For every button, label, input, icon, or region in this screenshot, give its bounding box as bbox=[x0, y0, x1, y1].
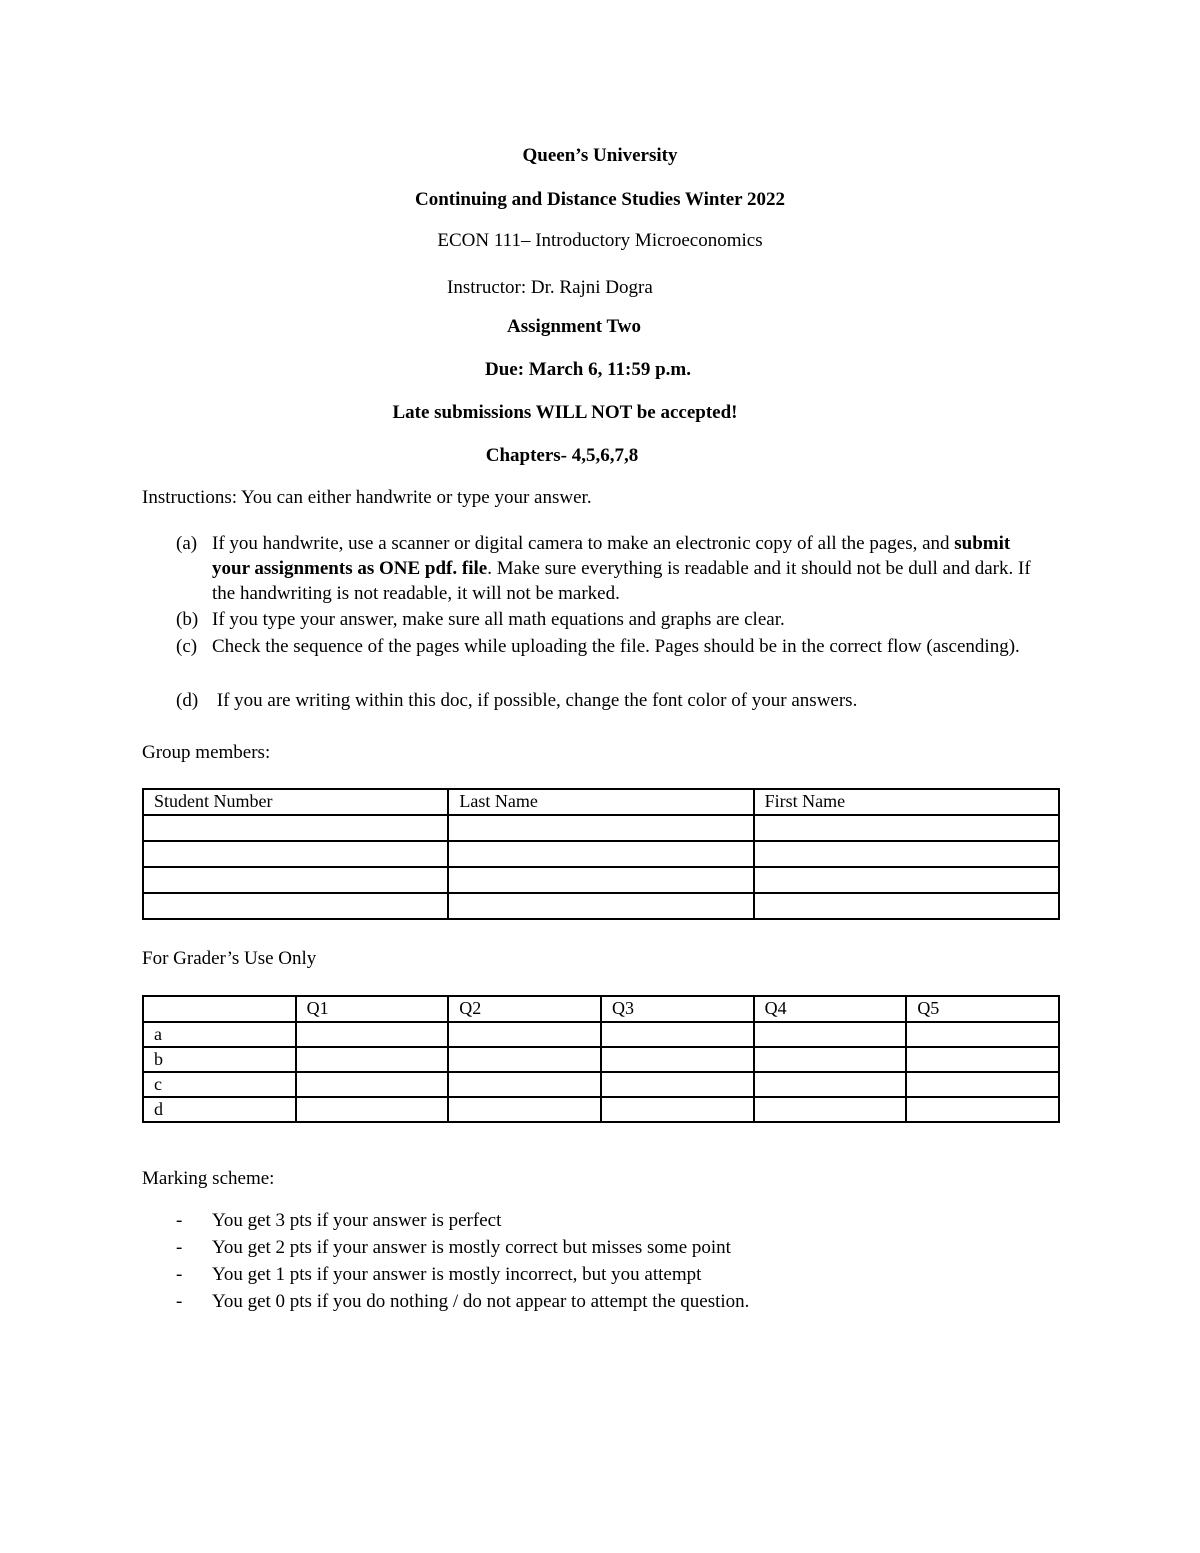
score-cell[interactable] bbox=[754, 1097, 907, 1122]
list-item-text: You get 3 pts if your answer is perfect bbox=[212, 1210, 502, 1231]
instruction-text-part: . Make sure everything is readable and it should not be dull and dark. If the handwriting is not readable, it will not be marked. bbox=[212, 558, 1031, 604]
score-cell[interactable] bbox=[448, 1072, 601, 1097]
late-notice: Late submissions WILL NOT be accepted! bbox=[392, 402, 738, 423]
table-cell-input[interactable] bbox=[143, 867, 448, 893]
score-cell[interactable] bbox=[448, 1047, 601, 1072]
row-label-cell: c bbox=[143, 1072, 296, 1097]
bullet-dash: - bbox=[176, 1210, 183, 1231]
table-row bbox=[143, 841, 1059, 867]
group-members-table bbox=[142, 788, 1060, 920]
score-cell[interactable] bbox=[448, 1022, 601, 1047]
table-row bbox=[143, 1022, 1059, 1047]
grader-table bbox=[142, 995, 1060, 1123]
instruction-label: (d) bbox=[176, 690, 199, 711]
table-cell-input[interactable] bbox=[754, 893, 1059, 919]
row-label-cell: a bbox=[143, 1022, 296, 1047]
table-row bbox=[143, 867, 1059, 893]
score-cell[interactable] bbox=[296, 1097, 449, 1122]
table-cell-input[interactable] bbox=[143, 841, 448, 867]
table-cell-input[interactable] bbox=[448, 841, 753, 867]
table-cell-input[interactable] bbox=[754, 867, 1059, 893]
table-cell-input[interactable] bbox=[754, 841, 1059, 867]
instruction-text: If you are writing within this doc, if possible, change the font color of your answers. bbox=[212, 690, 858, 711]
course-title: ECON 111– Introductory Microeconomics bbox=[437, 230, 763, 251]
table-row bbox=[143, 815, 1059, 841]
instruction-item-d bbox=[176, 688, 1046, 713]
instruction-text: If you type your answer, make sure all math equations and graphs are clear. bbox=[212, 609, 785, 630]
table-header-cell: Q3 bbox=[601, 996, 754, 1022]
score-cell[interactable] bbox=[296, 1022, 449, 1047]
table-header-cell: Q4 bbox=[754, 996, 907, 1022]
score-cell[interactable] bbox=[754, 1022, 907, 1047]
bullet-dash: - bbox=[176, 1264, 183, 1285]
instruction-text-part: If you handwrite, use a scanner or digital camera to make an electronic copy of all the pages, and bbox=[212, 533, 955, 554]
instruction-label: (a) bbox=[176, 533, 198, 554]
score-cell[interactable] bbox=[906, 1097, 1059, 1122]
table-header-cell: Q5 bbox=[906, 996, 1059, 1022]
instructor-line: Instructor: Dr. Rajni Dogra bbox=[447, 277, 653, 298]
score-cell[interactable] bbox=[296, 1047, 449, 1072]
instructions-intro: Instructions: You can either handwrite or type your answer. bbox=[142, 487, 592, 508]
score-cell[interactable] bbox=[906, 1047, 1059, 1072]
instruction-text-bold: submit your assignments as ONE pdf. file bbox=[212, 533, 1011, 579]
assignment-title: Assignment Two bbox=[507, 316, 641, 337]
row-label-cell: b bbox=[143, 1047, 296, 1072]
table-cell-input[interactable] bbox=[143, 893, 448, 919]
table-cell-input[interactable] bbox=[754, 815, 1059, 841]
score-cell[interactable] bbox=[601, 1047, 754, 1072]
instruction-label: (c) bbox=[176, 636, 198, 657]
table-cell-input[interactable] bbox=[448, 893, 753, 919]
score-cell[interactable] bbox=[754, 1072, 907, 1097]
list-item-text: You get 0 pts if you do nothing / do not appear to attempt the question. bbox=[212, 1291, 750, 1312]
score-cell[interactable] bbox=[448, 1097, 601, 1122]
list-item-text: You get 1 pts if your answer is mostly incorrect, but you attempt bbox=[212, 1264, 702, 1285]
score-cell[interactable] bbox=[906, 1072, 1059, 1097]
bullet-dash: - bbox=[176, 1291, 183, 1312]
table-row bbox=[143, 1072, 1059, 1097]
instruction-label: (b) bbox=[176, 609, 199, 630]
table-cell-input[interactable] bbox=[448, 867, 753, 893]
group-members-label: Group members: bbox=[142, 742, 271, 763]
grader-label: For Grader’s Use Only bbox=[142, 948, 317, 969]
bullet-dash: - bbox=[176, 1237, 183, 1258]
table-row bbox=[143, 1047, 1059, 1072]
table-header-cell: Q1 bbox=[296, 996, 449, 1022]
score-cell[interactable] bbox=[601, 1097, 754, 1122]
table-header-cell: Last Name bbox=[448, 789, 753, 815]
score-cell[interactable] bbox=[296, 1072, 449, 1097]
table-header-cell: First Name bbox=[754, 789, 1059, 815]
score-cell[interactable] bbox=[601, 1072, 754, 1097]
score-cell[interactable] bbox=[601, 1022, 754, 1047]
table-header-cell bbox=[143, 996, 296, 1022]
table-header-row bbox=[143, 996, 1059, 1022]
table-row bbox=[143, 893, 1059, 919]
list-item-text: You get 2 pts if your answer is mostly correct but misses some point bbox=[212, 1237, 731, 1258]
program-title: Continuing and Distance Studies Winter 2022 bbox=[414, 189, 786, 210]
instruction-text: Check the sequence of the pages while uploading the file. Pages should be in the correct flow (ascending). bbox=[212, 636, 1020, 657]
university-title: Queen’s University bbox=[522, 145, 678, 166]
table-cell-input[interactable] bbox=[143, 815, 448, 841]
row-label-cell: d bbox=[143, 1097, 296, 1122]
score-cell[interactable] bbox=[906, 1022, 1059, 1047]
table-row bbox=[143, 1097, 1059, 1122]
instruction-text bbox=[212, 531, 1042, 606]
table-header-cell: Student Number bbox=[143, 789, 448, 815]
due-date: Due: March 6, 11:59 p.m. bbox=[485, 359, 691, 380]
marking-scheme-label: Marking scheme: bbox=[142, 1168, 275, 1189]
chapters-line: Chapters- 4,5,6,7,8 bbox=[485, 445, 639, 466]
instruction-item-c bbox=[176, 634, 1046, 684]
instruction-item-b bbox=[176, 607, 1046, 632]
table-cell-input[interactable] bbox=[448, 815, 753, 841]
table-header-cell: Q2 bbox=[448, 996, 601, 1022]
score-cell[interactable] bbox=[754, 1047, 907, 1072]
table-header-row bbox=[143, 789, 1059, 815]
instruction-item-a bbox=[176, 531, 1046, 606]
